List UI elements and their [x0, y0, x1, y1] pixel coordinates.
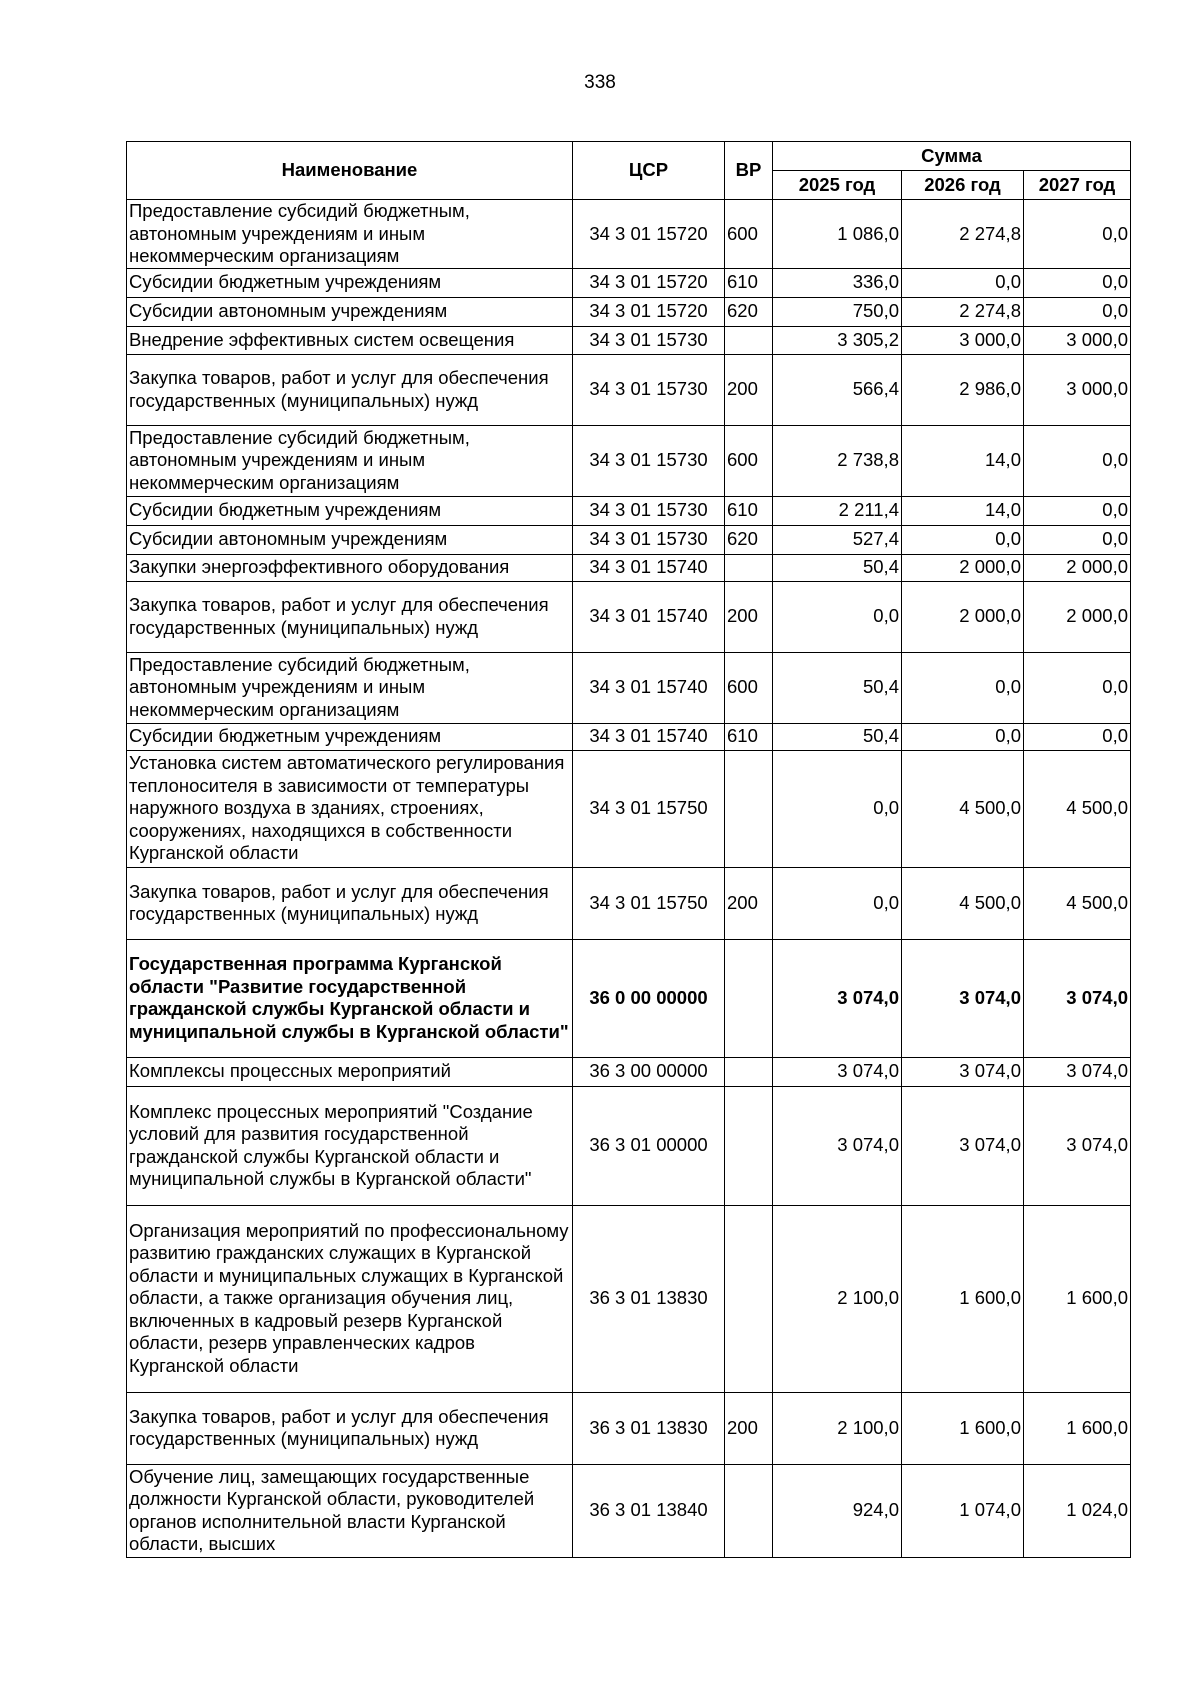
row-amount-2027: 2 000,0	[1024, 581, 1131, 652]
row-name: Субсидии бюджетным учреждениям	[127, 268, 573, 297]
row-vr-code	[725, 1057, 773, 1086]
row-amount-2027: 2 000,0	[1024, 554, 1131, 581]
row-amount-2026: 0,0	[902, 652, 1024, 723]
table-row	[127, 867, 1131, 939]
row-name: Субсидии бюджетным учреждениям	[127, 723, 573, 750]
row-csr-code: 36 3 01 13830	[573, 1205, 725, 1392]
row-amount-2026: 2 274,8	[902, 297, 1024, 326]
row-vr-code: 200	[725, 354, 773, 425]
row-amount-2026: 3 074,0	[902, 1057, 1024, 1086]
row-vr-code	[725, 1086, 773, 1205]
row-amount-2025: 2 100,0	[773, 1205, 902, 1392]
row-vr-code: 610	[725, 723, 773, 750]
header-csr: ЦСР	[573, 142, 725, 200]
row-amount-2025: 3 074,0	[773, 1086, 902, 1205]
row-vr-code: 600	[725, 425, 773, 496]
row-amount-2026: 3 074,0	[902, 939, 1024, 1057]
row-csr-code: 36 3 01 13840	[573, 1464, 725, 1557]
row-name: Закупка товаров, работ и услуг для обеспечения государственных (муниципальных) нужд	[127, 354, 573, 425]
table-row	[127, 652, 1131, 723]
row-name: Закупка товаров, работ и услуг для обеспечения государственных (муниципальных) нужд	[127, 581, 573, 652]
row-amount-2025: 50,4	[773, 723, 902, 750]
row-amount-2025: 0,0	[773, 750, 902, 867]
header-name: Наименование	[127, 142, 573, 200]
row-name: Комплекс процессных мероприятий "Создание условий для развития государственной гражданской службы Курганской области и муниципальной службы в Курганской области"	[127, 1086, 573, 1205]
row-name: Закупка товаров, работ и услуг для обеспечения государственных (муниципальных) нужд	[127, 867, 573, 939]
header-year-2025: 2025 год	[773, 171, 902, 200]
row-csr-code: 34 3 01 15720	[573, 200, 725, 269]
row-amount-2026: 2 000,0	[902, 581, 1024, 652]
row-amount-2027: 0,0	[1024, 425, 1131, 496]
row-amount-2026: 14,0	[902, 496, 1024, 525]
table-row	[127, 1392, 1131, 1464]
row-name: Государственная программа Курганской области "Развитие государственной гражданской службы Курганской области и муниципальной службы в Курганской области"	[127, 939, 573, 1057]
row-csr-code: 36 3 00 00000	[573, 1057, 725, 1086]
row-amount-2027: 0,0	[1024, 496, 1131, 525]
row-csr-code: 36 0 00 00000	[573, 939, 725, 1057]
budget-table	[126, 141, 1131, 1558]
row-vr-code	[725, 1205, 773, 1392]
row-csr-code: 34 3 01 15740	[573, 723, 725, 750]
row-vr-code: 200	[725, 1392, 773, 1464]
row-vr-code: 620	[725, 297, 773, 326]
row-amount-2026: 0,0	[902, 525, 1024, 554]
row-amount-2027: 0,0	[1024, 525, 1131, 554]
header-year-2026: 2026 год	[902, 171, 1024, 200]
row-amount-2025: 0,0	[773, 581, 902, 652]
table-row	[127, 297, 1131, 326]
row-csr-code: 34 3 01 15730	[573, 496, 725, 525]
row-amount-2026: 4 500,0	[902, 867, 1024, 939]
row-amount-2027: 0,0	[1024, 297, 1131, 326]
row-name: Предоставление субсидий бюджетным, автономным учреждениям и иным некоммерческим организациям	[127, 652, 573, 723]
row-csr-code: 34 3 01 15740	[573, 652, 725, 723]
page-number: 338	[584, 72, 616, 93]
table-row	[127, 1464, 1131, 1557]
table-row	[127, 581, 1131, 652]
row-vr-code	[725, 1464, 773, 1557]
table-row	[127, 200, 1131, 269]
row-name: Субсидии автономным учреждениям	[127, 525, 573, 554]
row-amount-2026: 4 500,0	[902, 750, 1024, 867]
table-row	[127, 268, 1131, 297]
row-amount-2026: 2 274,8	[902, 200, 1024, 269]
row-name: Внедрение эффективных систем освещения	[127, 326, 573, 354]
row-name: Обучение лиц, замещающих государственные должности Курганской области, руководителей органов исполнительной власти Курганской области, высших	[127, 1464, 573, 1557]
row-amount-2026: 2 000,0	[902, 554, 1024, 581]
table-row	[127, 425, 1131, 496]
row-vr-code: 600	[725, 200, 773, 269]
row-amount-2025: 566,4	[773, 354, 902, 425]
row-amount-2027: 0,0	[1024, 200, 1131, 269]
table-row	[127, 525, 1131, 554]
table-row	[127, 939, 1131, 1057]
row-vr-code: 610	[725, 268, 773, 297]
row-amount-2026: 0,0	[902, 723, 1024, 750]
row-name: Предоставление субсидий бюджетным, автономным учреждениям и иным некоммерческим организациям	[127, 425, 573, 496]
row-csr-code: 34 3 01 15750	[573, 867, 725, 939]
table-row	[127, 1205, 1131, 1392]
row-csr-code: 34 3 01 15730	[573, 425, 725, 496]
row-amount-2027: 1 024,0	[1024, 1464, 1131, 1557]
row-amount-2025: 527,4	[773, 525, 902, 554]
row-amount-2027: 0,0	[1024, 652, 1131, 723]
row-amount-2027: 3 000,0	[1024, 354, 1131, 425]
row-vr-code	[725, 939, 773, 1057]
row-amount-2026: 3 074,0	[902, 1086, 1024, 1205]
row-amount-2026: 0,0	[902, 268, 1024, 297]
row-vr-code	[725, 326, 773, 354]
row-csr-code: 34 3 01 15720	[573, 268, 725, 297]
row-amount-2026: 1 600,0	[902, 1205, 1024, 1392]
row-amount-2026: 1 600,0	[902, 1392, 1024, 1464]
row-vr-code	[725, 554, 773, 581]
table-row	[127, 354, 1131, 425]
row-amount-2025: 2 738,8	[773, 425, 902, 496]
row-csr-code: 34 3 01 15720	[573, 297, 725, 326]
table-row	[127, 1086, 1131, 1205]
row-vr-code: 620	[725, 525, 773, 554]
row-amount-2027: 3 074,0	[1024, 1086, 1131, 1205]
row-csr-code: 34 3 01 15740	[573, 581, 725, 652]
row-name: Комплексы процессных мероприятий	[127, 1057, 573, 1086]
row-amount-2025: 336,0	[773, 268, 902, 297]
row-vr-code	[725, 750, 773, 867]
table-row	[127, 750, 1131, 867]
table-header	[127, 142, 1131, 200]
row-amount-2027: 4 500,0	[1024, 750, 1131, 867]
header-sum: Сумма	[773, 142, 1131, 171]
row-vr-code: 200	[725, 581, 773, 652]
row-amount-2027: 0,0	[1024, 723, 1131, 750]
table-row	[127, 1057, 1131, 1086]
row-vr-code: 610	[725, 496, 773, 525]
table-body	[127, 200, 1131, 1558]
row-amount-2027: 1 600,0	[1024, 1205, 1131, 1392]
row-name: Субсидии бюджетным учреждениям	[127, 496, 573, 525]
row-amount-2025: 2 100,0	[773, 1392, 902, 1464]
row-amount-2026: 14,0	[902, 425, 1024, 496]
row-amount-2025: 1 086,0	[773, 200, 902, 269]
row-vr-code: 200	[725, 867, 773, 939]
row-name: Закупка товаров, работ и услуг для обеспечения государственных (муниципальных) нужд	[127, 1392, 573, 1464]
header-year-2027: 2027 год	[1024, 171, 1131, 200]
table-row	[127, 496, 1131, 525]
row-name: Субсидии автономным учреждениям	[127, 297, 573, 326]
row-amount-2025: 3 074,0	[773, 939, 902, 1057]
row-amount-2025: 0,0	[773, 867, 902, 939]
row-csr-code: 34 3 01 15750	[573, 750, 725, 867]
row-amount-2025: 3 074,0	[773, 1057, 902, 1086]
row-amount-2027: 4 500,0	[1024, 867, 1131, 939]
row-amount-2025: 924,0	[773, 1464, 902, 1557]
row-amount-2026: 3 000,0	[902, 326, 1024, 354]
row-csr-code: 36 3 01 00000	[573, 1086, 725, 1205]
row-amount-2025: 2 211,4	[773, 496, 902, 525]
row-vr-code: 600	[725, 652, 773, 723]
row-csr-code: 34 3 01 15730	[573, 326, 725, 354]
row-amount-2027: 3 000,0	[1024, 326, 1131, 354]
row-csr-code: 34 3 01 15740	[573, 554, 725, 581]
row-name: Установка систем автоматического регулирования теплоносителя в зависимости от температуры наружного воздуха в зданиях, строениях, сооружениях, находящихся в собственности Курганской области	[127, 750, 573, 867]
row-csr-code: 34 3 01 15730	[573, 354, 725, 425]
row-amount-2025: 50,4	[773, 554, 902, 581]
table-row	[127, 723, 1131, 750]
row-amount-2026: 2 986,0	[902, 354, 1024, 425]
row-amount-2027: 0,0	[1024, 268, 1131, 297]
row-name: Предоставление субсидий бюджетным, автономным учреждениям и иным некоммерческим организациям	[127, 200, 573, 269]
row-amount-2025: 50,4	[773, 652, 902, 723]
row-csr-code: 34 3 01 15730	[573, 525, 725, 554]
row-name: Закупки энергоэффективного оборудования	[127, 554, 573, 581]
header-vr: ВР	[725, 142, 773, 200]
row-amount-2027: 3 074,0	[1024, 1057, 1131, 1086]
row-amount-2026: 1 074,0	[902, 1464, 1024, 1557]
row-csr-code: 36 3 01 13830	[573, 1392, 725, 1464]
table-row	[127, 554, 1131, 581]
row-amount-2027: 3 074,0	[1024, 939, 1131, 1057]
row-amount-2027: 1 600,0	[1024, 1392, 1131, 1464]
row-amount-2025: 3 305,2	[773, 326, 902, 354]
row-name: Организация мероприятий по профессиональному развитию гражданских служащих в Курганской области и муниципальных служащих в Курганской области, а также организация обучения лиц, включенных в кадровый резерв Курганской области, резерв управленческих кадров Курганской области	[127, 1205, 573, 1392]
table-row	[127, 326, 1131, 354]
row-amount-2025: 750,0	[773, 297, 902, 326]
